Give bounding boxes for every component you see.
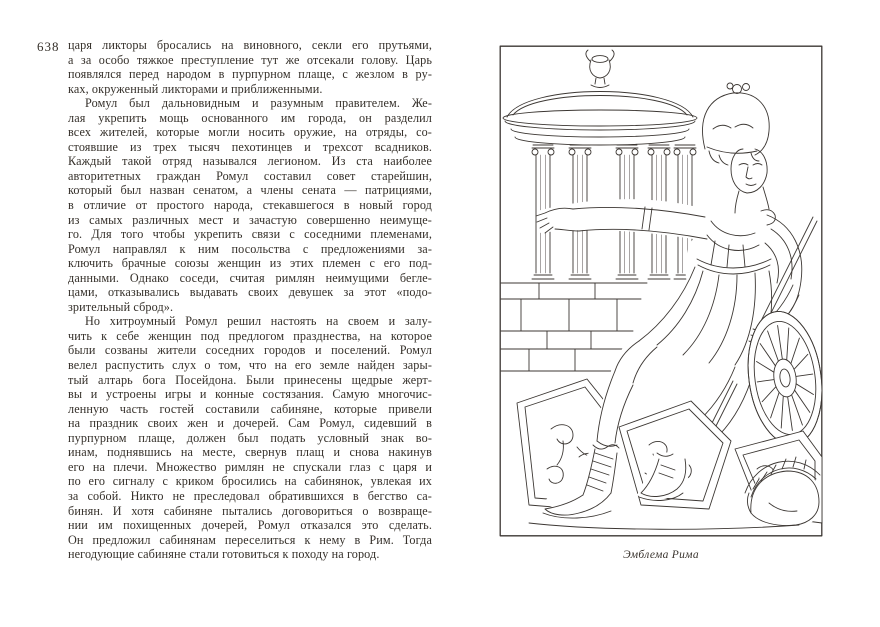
- text-line: а за особо тяжкое преступление тут же отсекали голову. Царь: [68, 52, 432, 67]
- text-line: из самых различных мест и зачастую совершенно неимуще-: [68, 212, 432, 227]
- text-line: го. Для того чтобы укрепить связи с соседними племенами,: [68, 227, 432, 242]
- text-line: его на плечи. Множество римлян не спускали глаз с царя и: [68, 459, 432, 474]
- text-line: лая укрепить мощь основанного им города, он разделил: [68, 110, 432, 125]
- text-line: тый алтарь бога Посейдона. Были принесены щедрые жерт-: [68, 372, 432, 387]
- text-line: нии им похищенных дочерей, Ромул отказался это сделать.: [68, 518, 432, 533]
- text-line: в отличие от простого народа, стекавшегося в новый город: [68, 198, 432, 213]
- paragraph: [68, 96, 432, 314]
- text-line: авторитетных граждан Ромул составил совет старейшин,: [68, 168, 432, 183]
- illustration-emblem-of-rome: [499, 45, 823, 537]
- text-line: велел распустить слух о том, что на его земле найден зары-: [68, 358, 432, 373]
- text-line: Он предложил сабинянам переселиться к нему в Рим. Тогда: [68, 532, 432, 547]
- paragraph: [68, 38, 432, 96]
- text-line: Ромул направлял к ним посольства с предложениями за-: [68, 241, 432, 256]
- text-line: чить к себе женщин под предлогом празднества, на которое: [68, 328, 432, 343]
- text-line: на праздник своих жен и дочерей. Сам Ромул, сидевший в: [68, 416, 432, 431]
- text-line: были созваны жители соседних городов и поселений. Ромул: [68, 343, 432, 358]
- text-line: царя ликторы бросались на виновного, секли его прутьями,: [68, 38, 432, 52]
- text-line: Ромул был дальновидным и разумным правителем. Же-: [85, 96, 432, 111]
- text-line: бинян. И хотя сабиняне пытались договориться о возвраще-: [68, 503, 432, 518]
- text-line: инам, поднявшись на месте, свернув плащ и снова накинув: [68, 445, 432, 460]
- temple-tholos: [503, 50, 697, 279]
- text-line: негодующие сабиняне стали готовиться к походу на город.: [68, 547, 380, 562]
- text-line: Но хитроумный Ромул решил настоять на своем и залу-: [85, 314, 432, 329]
- text-line: который был назван сенатом, а члены сената — патрициями,: [68, 183, 432, 198]
- text-line: пурпурном плаще, должен был подать условный знак во-: [68, 430, 432, 445]
- page-number: 638: [37, 39, 60, 54]
- engraving-svg: [499, 45, 823, 537]
- text-line: ключить брачные союзы женщин из этих племен с его под-: [68, 256, 432, 271]
- text-line: зрительный сброд».: [68, 299, 174, 314]
- text-line: за собой. Никто не преследовал обратившихся в бегство са-: [68, 488, 432, 503]
- text-line: появлялся перед народом в пурпурном плаще, с жезлом в ру-: [68, 67, 432, 82]
- paragraph: [68, 314, 432, 561]
- ground-line: [529, 523, 799, 529]
- text-line: цами, отказывались выдавать своих девушек за этот «подо-: [68, 285, 432, 300]
- text-column: [68, 38, 432, 562]
- text-line: вы и устроены игры и конные состязания. Самую многочис-: [68, 387, 432, 402]
- text-line: по его сигналу с криком бросились на сабинянок, увлекая их: [68, 474, 432, 489]
- illustration-caption: Эмблема Рима: [623, 549, 699, 561]
- text-line: всех жителей, которые могли носить оружие, на отряды, со-: [68, 125, 432, 140]
- text-line: Каждый такой отряд назывался легионом. Из ста наиболее: [68, 154, 432, 169]
- text-line: стоявшие из трех тысяч пехотинцев и трехсот всадников.: [68, 139, 432, 154]
- text-line: ленную часть гостей составили сабиняне, которые привели: [68, 401, 432, 416]
- text-line: ках, окруженный ликторами и приближенными.: [68, 81, 323, 96]
- text-line: данными. Однако соседи, считая римлян неимущими бегле-: [68, 270, 432, 285]
